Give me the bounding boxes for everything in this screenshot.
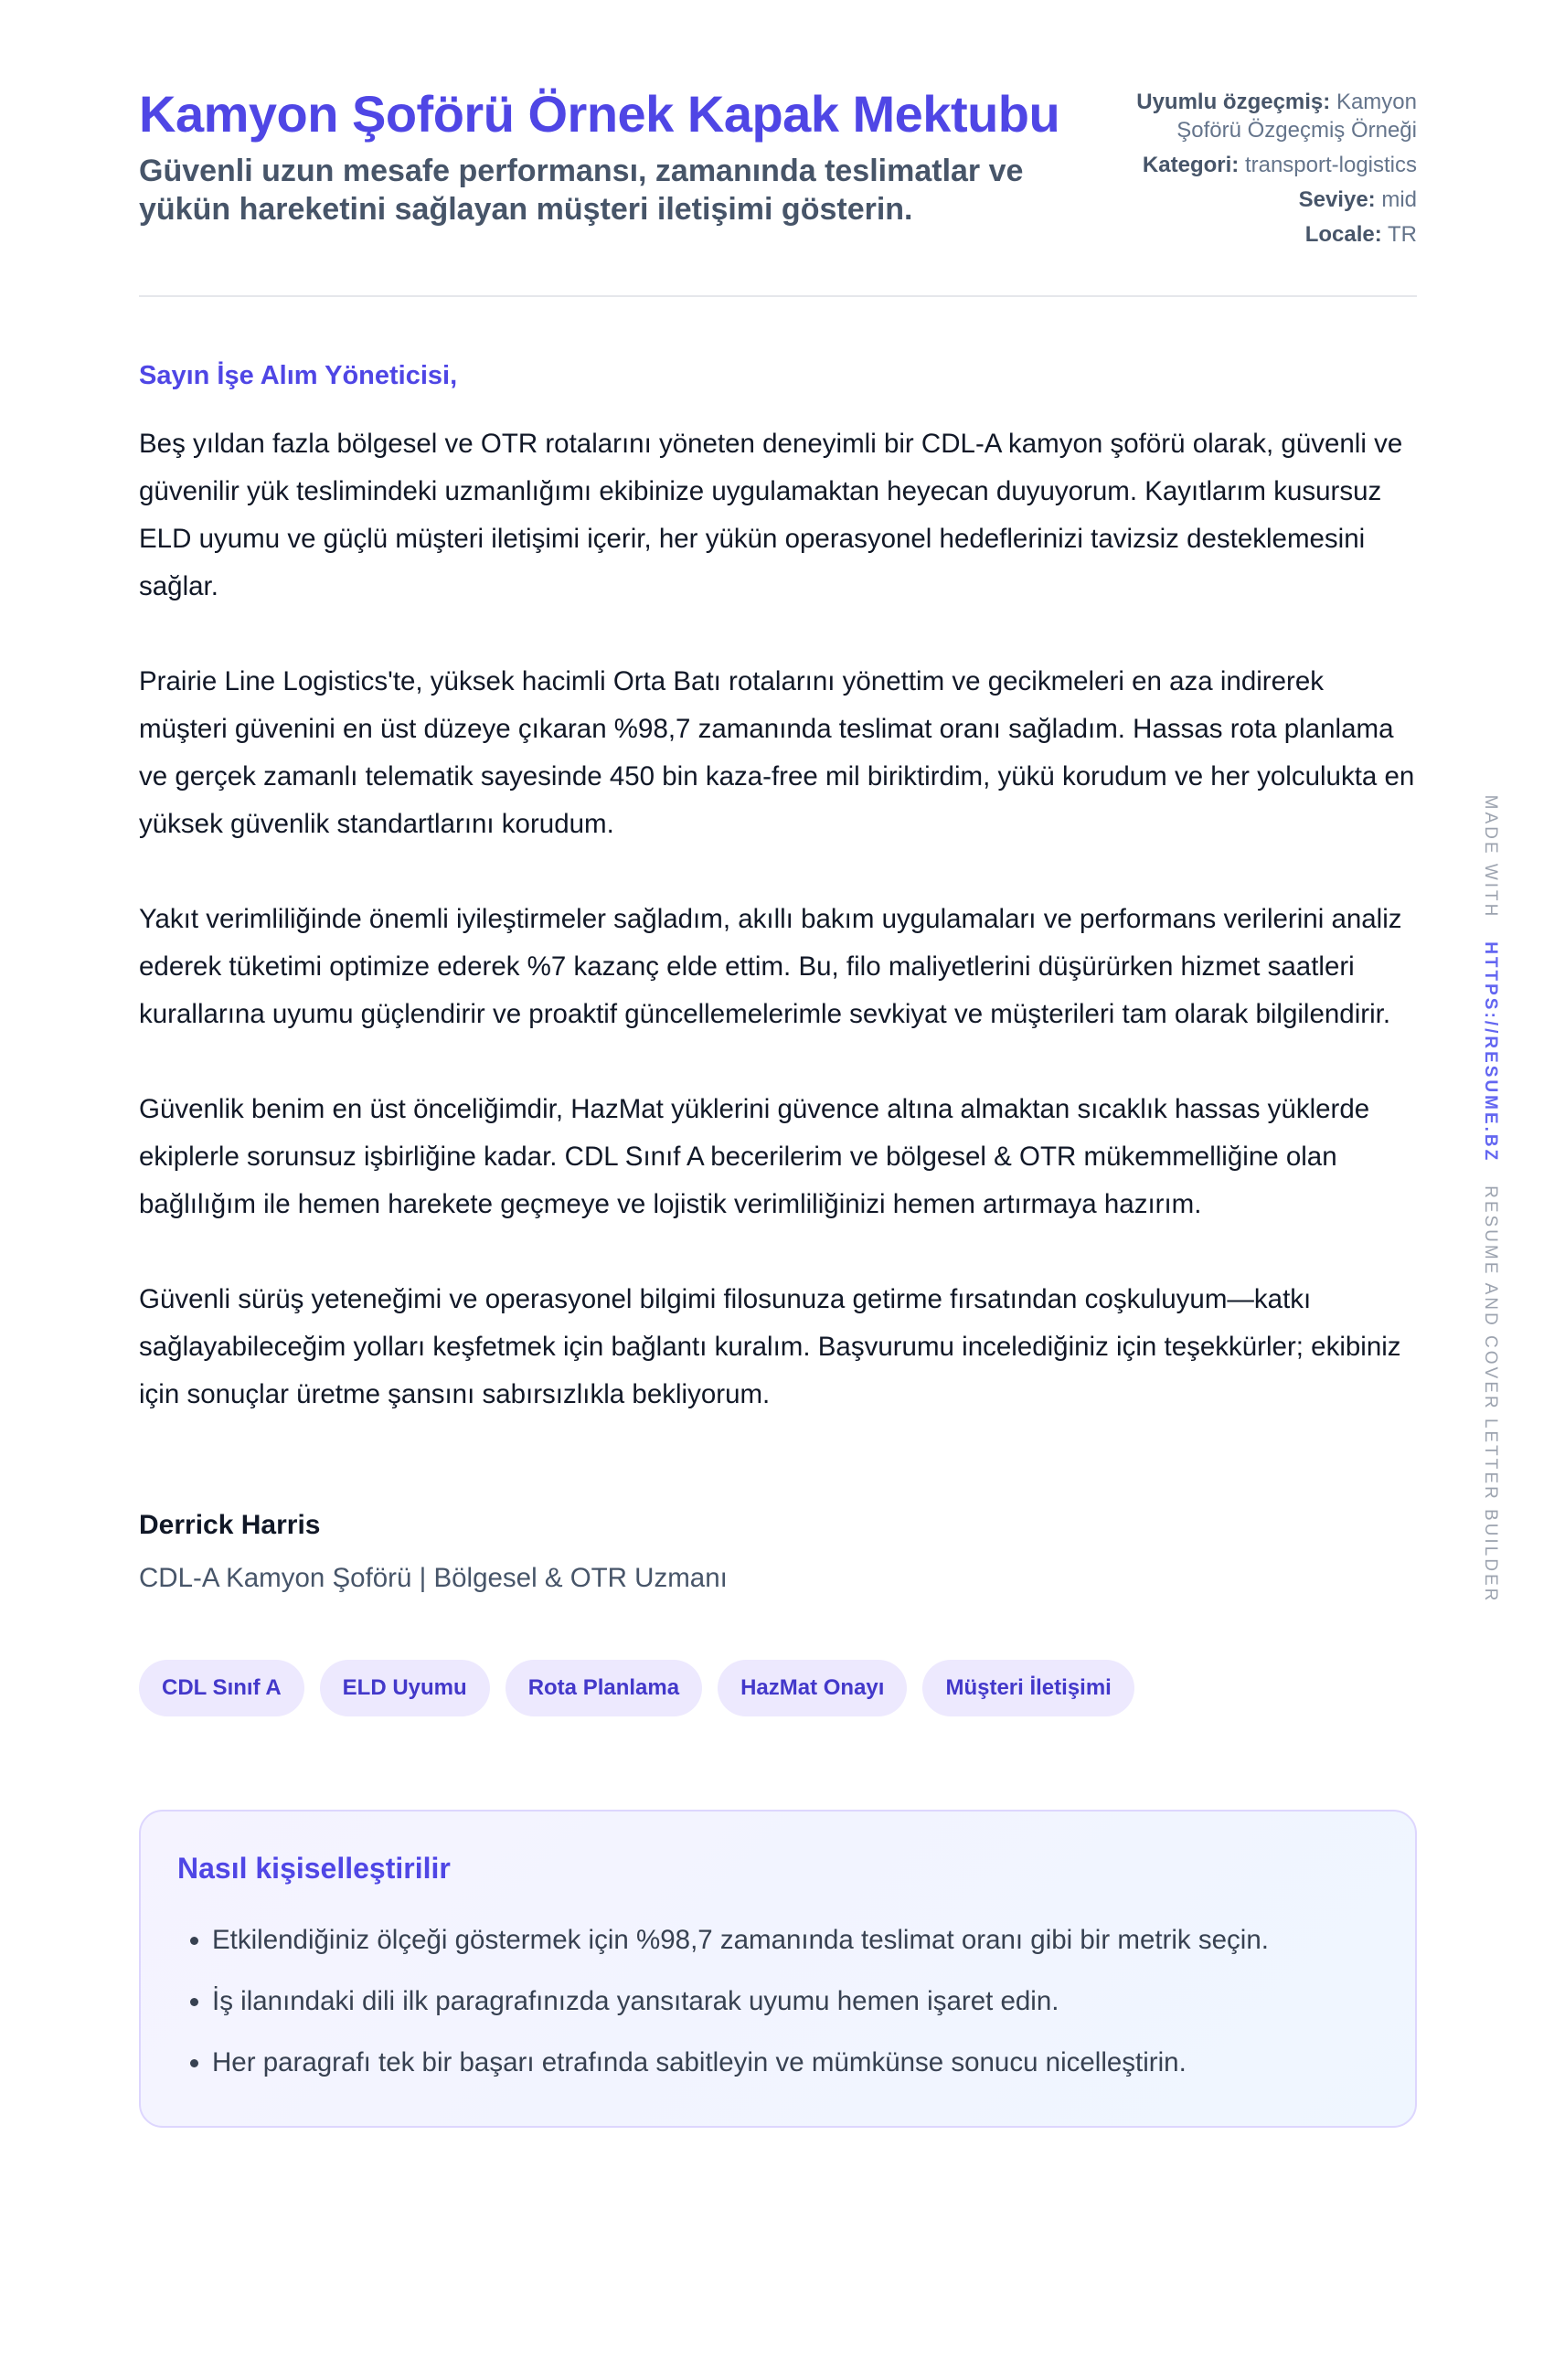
letter-paragraph: Prairie Line Logistics'te, yüksek hacimli Orta Batı rotalarını yönettim ve gecikmeleri en aza indirerek müşteri güvenini en üst düzeye çıkaran %98,7 zamanında teslimat oranı sağladım. Hassas rota planlama ve gerçek zamanlı telematik sayesinde 450 bin kaza-free mil biriktirdim, yükü korudum ve her yolculukta en yüksek güvenlik standartlarını korudum. — [139, 666, 1415, 839]
header-text — [139, 84, 1071, 228]
meta-compatible-resume — [1088, 88, 1417, 144]
tips-list — [177, 1909, 1378, 2093]
letter-salutation: Sayın İşe Alım Yöneticisi, — [139, 361, 458, 390]
letter-paragraph: Yakıt verimliliğinde önemli iyileştirmeler sağladım, akıllı bakım uygulamaları ve performans verilerini analiz ederek tüketimi optimize ederek %7 kazanç elde ettim. Bu, filo maliyetlerini düşürürken hizmet saatleri kurallarına uyumu güçlendirir ve proaktif güncellemelerimle sevkiyat ve müşterileri tam olarak bilgilendirir. — [139, 904, 1402, 1029]
meta-panel — [1088, 84, 1417, 255]
page-title: Kamyon Şoförü Örnek Kapak Mektubu — [139, 85, 1060, 143]
skill-tag: CDL Sınıf A — [139, 1660, 304, 1716]
page-subtitle: Güvenli uzun mesafe performansı, zamanında teslimatlar ve yükün hareketini sağlayan müşteri iletişimi gösterin. — [139, 154, 1024, 227]
meta-locale — [1088, 220, 1417, 249]
letter-body — [139, 420, 1417, 1418]
signature-role: CDL-A Kamyon Şoförü | Bölgesel & OTR Uzmanı — [139, 1563, 728, 1593]
watermark-prefix: MADE WITH — [1481, 794, 1500, 919]
cover-letter-page — [139, 84, 1417, 2128]
letter-paragraph: Güvenlik benim en üst önceliğimdir, HazMat yüklerini güvence altına almaktan sıcaklık hassas yüklerde ekiplerle sorunsuz işbirliğine kadar. CDL Sınıf A becerilerim ve bölgesel & OTR mükemmelliğine olan bağlılığım ile hemen harekete geçmeye ve lojistik verimliliğinizi hemen artırmaya hazırım. — [139, 1094, 1370, 1219]
tip-item: • Etkilendiğiniz ölçeği göstermek için %98,7 zamanında teslimat oranı gibi bir metrik seçin. — [212, 1909, 1378, 1971]
meta-key: Uyumlu özgeçmiş: — [1136, 90, 1331, 114]
tips-title: Nasıl kişiselleştirilir — [177, 1852, 451, 1885]
page-header — [139, 84, 1417, 297]
skill-tags — [139, 1660, 1417, 1716]
meta-value: TR — [1388, 222, 1417, 247]
signature-name: Derrick Harris — [139, 1510, 321, 1540]
letter-paragraph: Güvenli sürüş yeteneğimi ve operasyonel bilgimi filosunuza getirme fırsatından coşkuluyum—katkı sağlayabileceğim yolları keşfetmek için bağlantı kuralım. Başvurumu incelediğiniz için teşekkürler; ekibiniz için sonuçlar üretme şansını sabırsızlıkla bekliyorum. — [139, 1284, 1401, 1409]
skill-tag: Rota Planlama — [506, 1660, 702, 1716]
tip-item: • Her paragrafı tek bir başarı etrafında sabitleyin ve mümkünse sonucu nicelleştirin. — [212, 2032, 1378, 2093]
personalize-tips-box — [139, 1810, 1417, 2128]
letter-paragraph: Beş yıldan fazla bölgesel ve OTR rotalarını yöneten deneyimli bir CDL-A kamyon şoförü olarak, güvenli ve güvenilir yük teslimindeki uzmanlığımı ekibinize uygulamaktan heyecan duyuyorum. Kayıtlarım kusursuz ELD uyumu ve güçlü müşteri iletişimi içerir, her yükün operasyonel hedeflerinizi tavizsiz desteklemesini sağlar. — [139, 429, 1403, 601]
meta-key: Kategori: — [1142, 153, 1240, 177]
watermark-link[interactable]: HTTPS://RESUME.BZ — [1481, 941, 1500, 1163]
skill-tag: Müşteri İletişimi — [922, 1660, 1134, 1716]
watermark-suffix: RESUME AND COVER LETTER BUILDER — [1481, 1185, 1500, 1604]
watermark-label — [1480, 795, 1500, 1604]
meta-value: mid — [1381, 187, 1417, 212]
meta-key: Seviye: — [1298, 187, 1376, 212]
skill-tag: ELD Uyumu — [320, 1660, 490, 1716]
tip-item: • İş ilanındaki dili ilk paragrafınızda yansıtarak uyumu hemen işaret edin. — [212, 1971, 1378, 2032]
meta-value: transport-logistics — [1244, 153, 1417, 177]
meta-level — [1088, 186, 1417, 214]
meta-value: Kamyon Şoförü Özgeçmiş Örneği — [1176, 90, 1417, 143]
meta-key: Locale: — [1304, 222, 1382, 247]
meta-category — [1088, 151, 1417, 179]
skill-tag: HazMat Onayı — [718, 1660, 907, 1716]
